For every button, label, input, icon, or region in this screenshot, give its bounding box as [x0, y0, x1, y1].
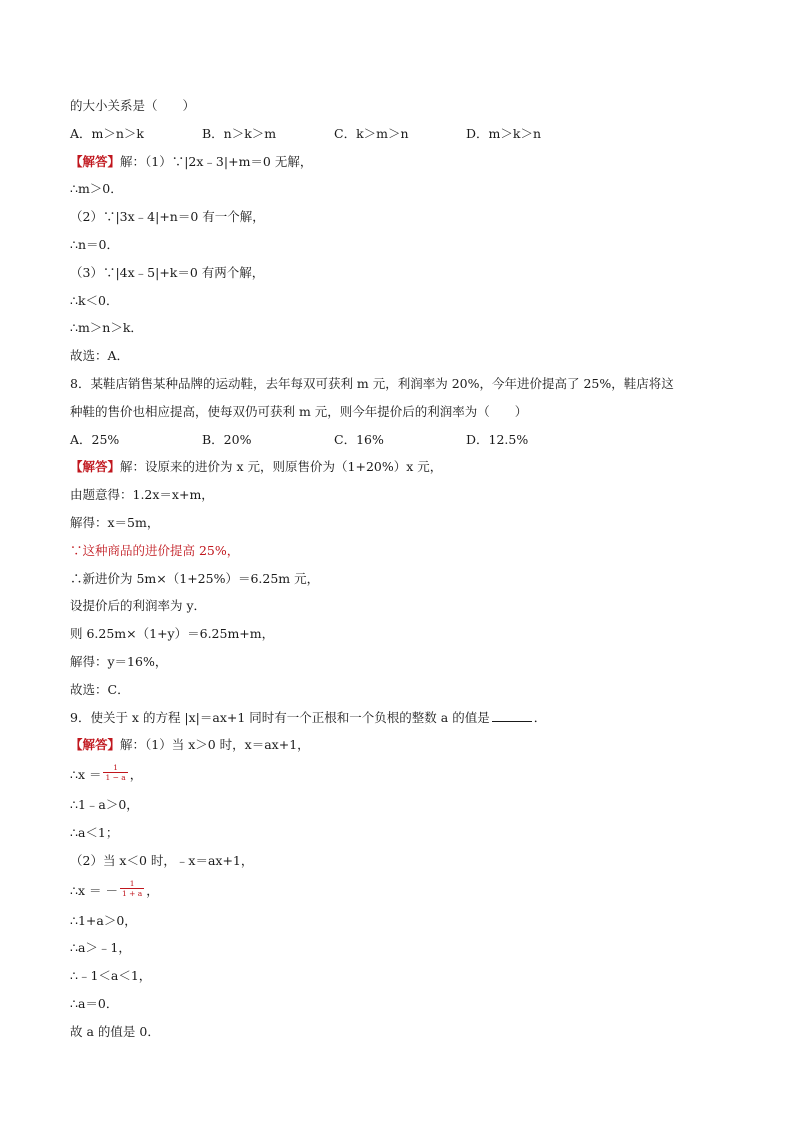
q9-solution-line: 【解答】解：（1）当 x＞0 时，x＝ax+1，	[70, 737, 310, 753]
q8-solution-line: 故选：C．	[70, 681, 130, 697]
q7-solution-line: 【解答】解：（1）∵|2x﹣3|+m＝0 无解，	[70, 153, 313, 169]
q8-option-a: A．25%	[70, 431, 120, 447]
q7-solution-line: ∴n＝0．	[70, 236, 119, 252]
q7-solution-line: （3）∵|4x﹣5|+k＝0 有两个解，	[70, 264, 265, 280]
q7-solution-line: ∴k＜0．	[70, 292, 119, 308]
q9-solution-line: 故 a 的值是 0．	[70, 1023, 160, 1039]
q8-solution-line: 【解答】解：设原来的进价为 x 元，则原售价为（1+20%）x 元，	[70, 459, 443, 475]
q7-solution-line: 故选：A．	[70, 348, 130, 364]
q7-solution-line: ∴m＞n＞k．	[70, 320, 143, 336]
q8-stem-line: 种鞋的售价也相应提高，使每双仍可获利 m 元，则今年提价后的利润率为（ ）	[70, 403, 528, 419]
q8-solution-line: 由题意得：1.2x＝x+m，	[70, 487, 214, 503]
q8-option-b: B．20%	[202, 431, 252, 447]
answer-tag: 【解答】	[70, 153, 121, 169]
q7-stem-tail: 的大小关系是（ ）	[70, 98, 196, 113]
q7-solution-line: ∴m＞0．	[70, 181, 123, 197]
q8-solution-line: 解得：x＝5m，	[70, 514, 160, 530]
q9-solution-line: ∴﹣1＜a＜1，	[70, 968, 152, 984]
document-content	[70, 92, 730, 1046]
q9-solution-line: ∴a＜1；	[70, 824, 119, 840]
q7-option-c: C．k＞m＞n	[334, 125, 409, 141]
q7-option-b: B．n＞k＞m	[202, 125, 277, 141]
fraction: $\frac{1}{1 + a}$	[121, 878, 143, 898]
q9-solution-line: ∴a＝0．	[70, 995, 119, 1011]
q9-solution-line: ∴1﹣a＞0，	[70, 797, 139, 813]
answer-blank	[492, 707, 532, 722]
q7-solution-line: （2）∵|3x﹣4|+n＝0 有一个解，	[70, 209, 265, 225]
q9-solution-line: （2）当 x＜0 时，﹣x＝ax+1，	[70, 852, 254, 868]
q7-options	[70, 120, 730, 148]
answer-tag: 【解答】	[70, 459, 121, 475]
q9-solution-line: ∴a＞﹣1，	[70, 940, 131, 956]
q9-solution-line: ∴x ＝ － $\frac{1}{1 + a}$ ，	[70, 878, 159, 898]
q9-stem: 9．使关于 x 的方程 |x|＝ax+1 同时有一个正根和一个负根的整数 a 的值是 ．	[70, 704, 730, 732]
q8-solution-line: ∴新进价为 5m×（1+25%）＝6.25m 元，	[70, 570, 320, 586]
q8-solution-line: 则 6.25m×（1+y）＝6.25m+m，	[70, 626, 275, 642]
q8-solution-line: ∵这种商品的进价提高 25%，	[70, 542, 240, 558]
q8-option-d: D．12.5%	[466, 431, 529, 447]
q7-option-a: A．m＞n＞k	[70, 125, 145, 141]
q9-solution-line: ∴1+a＞0，	[70, 912, 137, 928]
q8-solution-line: 设提价后的利润率为 y．	[70, 598, 207, 614]
q8-solution-line: 解得：y＝16%，	[70, 653, 168, 669]
fraction: $\frac{1}{1 - a}$	[105, 763, 126, 783]
q8-option-c: C．16%	[334, 431, 384, 447]
q7-option-d: D．m＞k＞n	[466, 125, 542, 141]
q8-stem-line: 8．某鞋店销售某种品牌的运动鞋，去年每双可获利 m 元，利润率为 20%，今年进价提高了 25%，鞋店将这	[70, 375, 674, 391]
answer-tag: 【解答】	[70, 737, 121, 753]
q9-solution-line: ∴x ＝ $\frac{1}{1 - a}$ ，	[70, 763, 143, 783]
q8-options	[70, 426, 730, 454]
